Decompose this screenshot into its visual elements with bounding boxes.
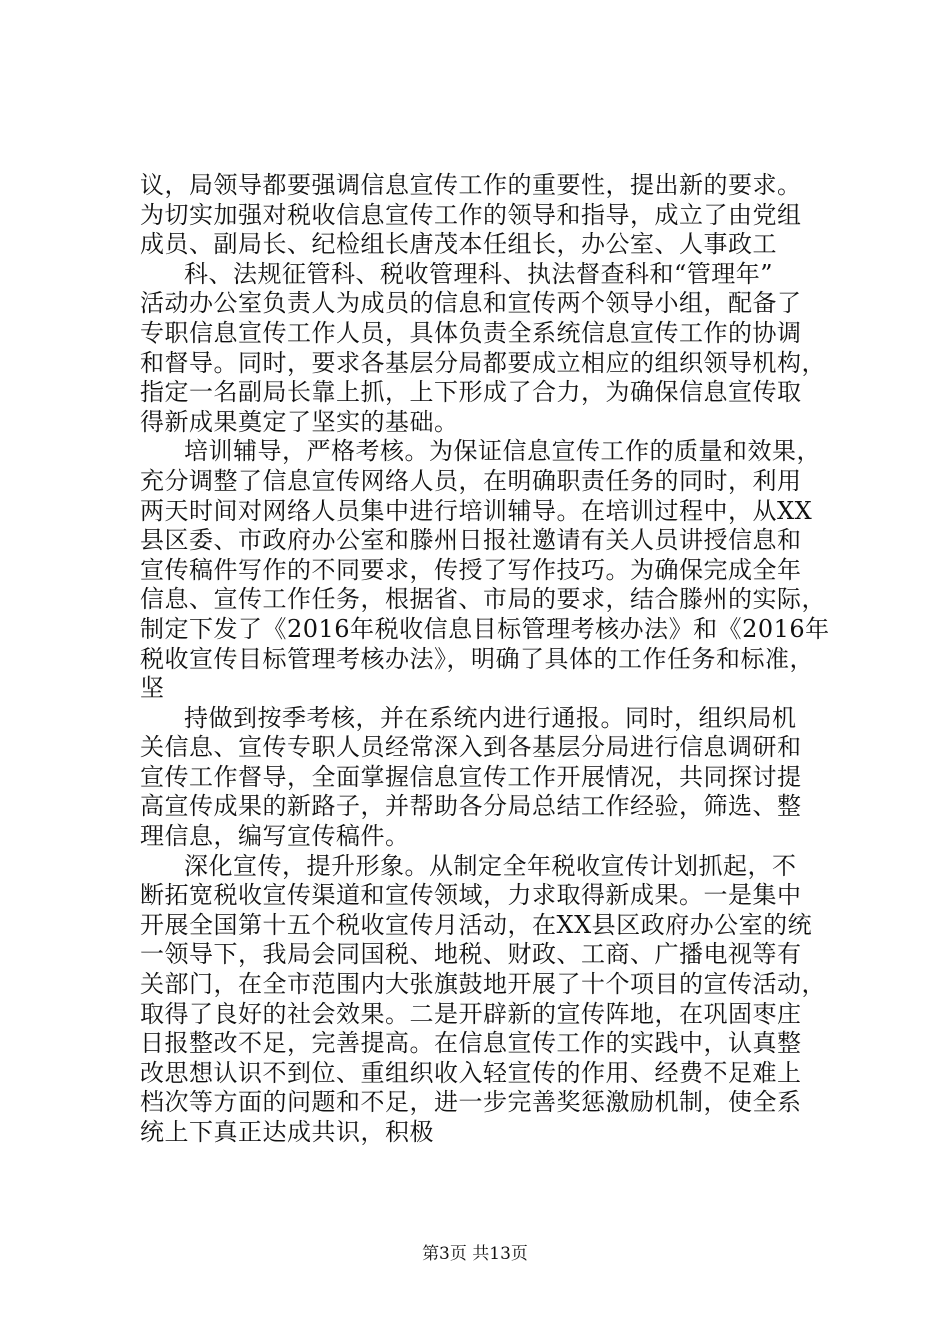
text-line: 税收宣传目标管理考核办法》，明确了具体的工作任务和标准，	[140, 644, 814, 673]
text-line: 改思想认识不到位、重组织收入轻宣传的作用、经费不足难上	[140, 1058, 802, 1087]
page-number-footer: 第3页 共13页	[422, 1244, 528, 1264]
text-line: 开展全国第十五个税收宣传月活动，在XX县区政府办公室的统	[140, 910, 813, 939]
text-line: 指定一名副局长靠上抓，上下形成了合力，为确保信息宣传取	[140, 378, 802, 407]
text-line: 一领导下，我局会同国税、地税、财政、工商、广播电视等有	[140, 940, 802, 969]
text-line: 科、法规征管科、税收管理科、执法督查科和“管理年”	[184, 259, 774, 288]
text-line: 日报整改不足，完善提高。在信息宣传工作的实践中，认真整	[140, 1029, 802, 1058]
text-line: 档次等方面的问题和不足，进一步完善奖惩激励机制，使全系	[140, 1088, 802, 1117]
text-line: 宣传工作督导，全面掌握信息宣传工作开展情况，共同探讨提	[140, 762, 802, 791]
text-line: 县区委、市政府办公室和滕州日报社邀请有关人员讲授信息和	[140, 526, 802, 555]
text-line: 坚	[140, 674, 165, 703]
text-line: 和督导。同时，要求各基层分局都要成立相应的组织领导机构，	[140, 348, 826, 377]
text-line: 充分调整了信息宣传网络人员，在明确职责任务的同时，利用	[140, 466, 802, 495]
text-line: 信息、宣传工作任务，根据省、市局的要求，结合滕州的实际，	[140, 585, 826, 614]
text-line: 得新成果奠定了坚实的基础。	[140, 407, 459, 436]
text-line: 制定下发了《2016年税收信息目标管理考核办法》和《2016年	[140, 614, 830, 643]
text-line: 两天时间对网络人员集中进行培训辅导。在培训过程中，从XX	[140, 496, 813, 525]
text-line: 持做到按季考核，并在系统内进行通报。同时，组织局机	[184, 703, 797, 732]
text-line: 断拓宽税收宣传渠道和宣传领域，力求取得新成果。一是集中	[140, 881, 802, 910]
paragraph-start-line: 培训辅导，严格考核。为保证信息宣传工作的质量和效果，	[184, 437, 821, 466]
text-line: 宣传稿件写作的不同要求，传授了写作技巧。为确保完成全年	[140, 555, 802, 584]
text-line: 关信息、宣传专职人员经常深入到各基层分局进行信息调研和	[140, 733, 802, 762]
text-line: 理信息，编写宣传稿件。	[140, 822, 410, 851]
text-line: 关部门，在全市范围内大张旗鼓地开展了十个项目的宣传活动，	[140, 970, 826, 999]
text-line: 统上下真正达成共识，积极	[140, 1118, 434, 1146]
text-line: 取得了良好的社会效果。二是开辟新的宣传阵地，在巩固枣庄	[140, 999, 802, 1028]
text-line: 为切实加强对税收信息宣传工作的领导和指导，成立了由党组	[140, 200, 802, 229]
text-line: 议，局领导都要强调信息宣传工作的重要性，提出新的要求。	[140, 171, 802, 199]
text-line: 成员、副局长、纪检组长唐茂本任组长，办公室、人事政工	[140, 230, 777, 259]
paragraph-start-line: 深化宣传，提升形象。从制定全年税收宣传计划抓起，不	[184, 851, 797, 880]
text-line: 专职信息宣传工作人员，具体负责全系统信息宣传工作的协调	[140, 318, 802, 347]
text-line: 高宣传成果的新路子，并帮助各分局总结工作经验，筛选、整	[140, 792, 802, 821]
text-line: 活动办公室负责人为成员的信息和宣传两个领导小组，配备了	[140, 289, 802, 318]
document-body	[140, 171, 860, 1148]
